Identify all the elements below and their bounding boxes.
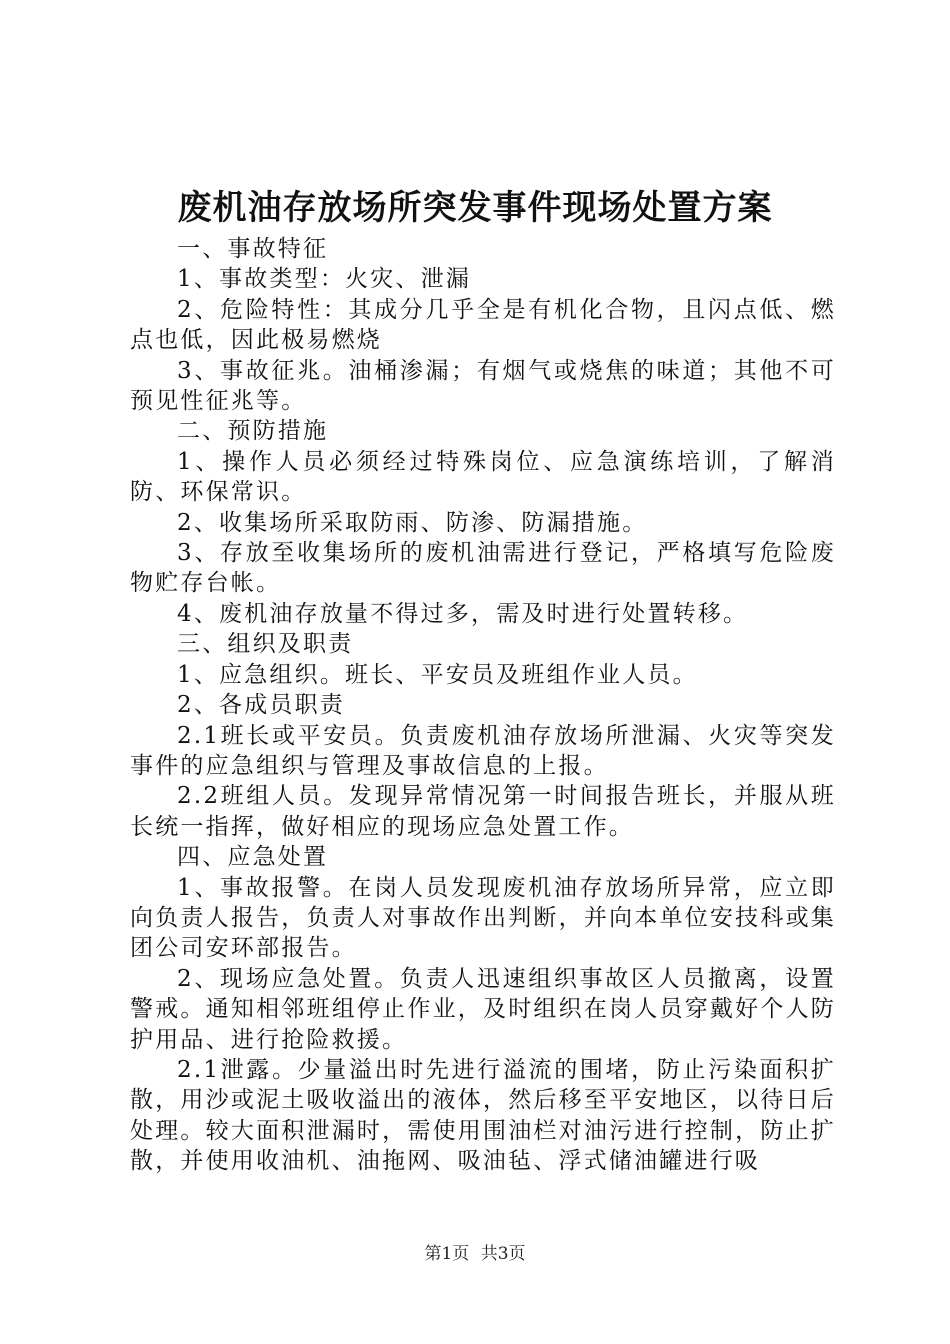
- paragraph-emergency-organization: 1、应急组织。班长、平安员及班组作业人员。: [177, 661, 698, 688]
- paragraph-accident-signs: 3、事故征兆。油桶渗漏；有烟气或烧焦的味道；其他不可预见性征兆等。: [130, 357, 836, 415]
- section-heading-prevention: 二、预防措施: [177, 418, 329, 445]
- paragraph-hazard-characteristics: 2、危险特性：其成分几乎全是有机化合物，且闪点低、燃点也低，因此极易燃烧: [130, 296, 836, 354]
- paragraph-site-protection: 2、收集场所采取防雨、防渗、防漏措施。: [177, 509, 648, 536]
- section-heading-accident-features: 一、事故特征: [177, 236, 329, 262]
- paragraph-member-duties: 2、各成员职责: [177, 692, 346, 719]
- document-body: [130, 234, 836, 1177]
- section-heading-emergency-response: 四、应急处置: [177, 844, 329, 871]
- document-title: 废机油存放场所突发事件现场处置方案: [177, 188, 773, 228]
- page-number: 第1页: [424, 1244, 470, 1264]
- page-footer: [0, 1242, 950, 1266]
- page-total: 共3页: [480, 1244, 526, 1264]
- paragraph-team-leader-duties: 2.1班长或平安员。负责废机油存放场所泄漏、火灾等突发事件的应急组织与管理及事故信息的上报。: [130, 722, 836, 779]
- paragraph-team-member-duties: 2.2班组人员。发现异常情况第一时间报告班长，并服从班长统一指挥，做好相应的现场应急处置工作。: [130, 783, 836, 840]
- paragraph-accident-type: 1、事故类型：火灾、泄漏: [177, 266, 472, 293]
- paragraph-registration: 3、存放至收集场所的废机油需进行登记，严格填写危险废物贮存台帐。: [130, 540, 836, 597]
- paragraph-onsite-response: 2、现场应急处置。负责人迅速组织事故区人员撤离，设置警戒。通知相邻班组停止作业，及时组织在岗人员穿戴好个人防护用品、进行抢险救援。: [130, 965, 836, 1053]
- paragraph-operator-training: 1、操作人员必须经过特殊岗位、应急演练培训，了解消防、环保常识。: [130, 448, 836, 506]
- paragraph-storage-limit: 4、废机油存放量不得过多，需及时进行处置转移。: [177, 600, 749, 627]
- paragraph-leak-handling: 2.1泄露。少量溢出时先进行溢流的围堵，防止污染面积扩散，用沙或泥土吸收溢出的液体，然后移至平安地区，以待日后处理。较大面积泄漏时，需使用围油栏对油污进行控制，防止扩散，并使用收油机、油拖网、吸油毡、浮式储油罐进行吸: [130, 1056, 836, 1175]
- paragraph-accident-alarm: 1、事故报警。在岗人员发现废机油存放场所异常，应立即向负责人报告，负责人对事故作出判断，并向本单位安技科或集团公司安环部报告。: [130, 874, 836, 962]
- section-heading-organization: 三、组织及职责: [177, 631, 354, 658]
